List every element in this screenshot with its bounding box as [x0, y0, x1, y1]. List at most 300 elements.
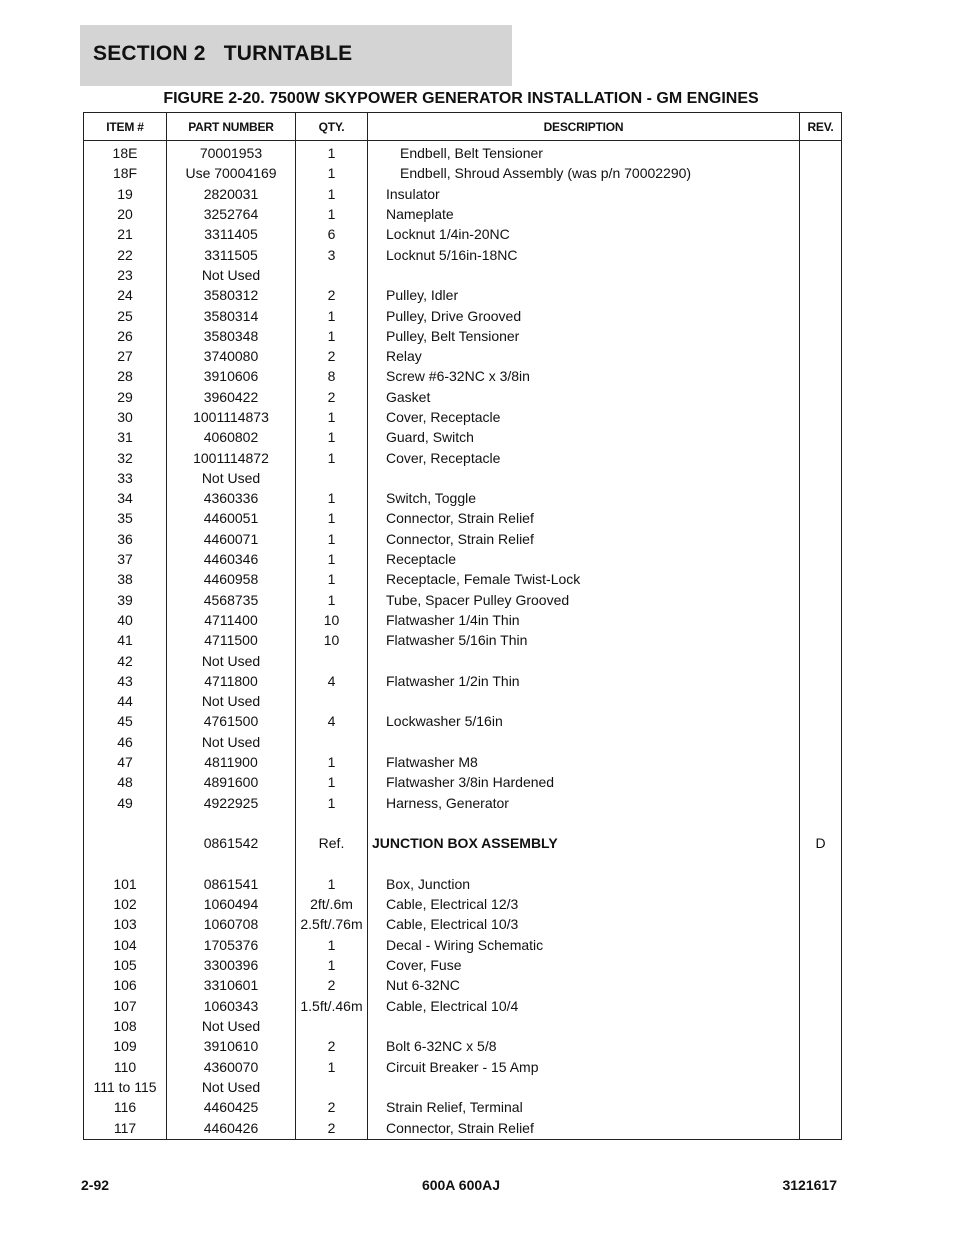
table-row: [84, 1077, 842, 1097]
table-row: [84, 204, 842, 224]
rev-cell: [800, 772, 842, 792]
rev-cell: [800, 1016, 842, 1036]
rev-cell: [800, 387, 842, 407]
rev-cell: [800, 488, 842, 508]
item-cell: 22: [84, 244, 167, 264]
rev-cell: [800, 935, 842, 955]
rev-cell: [800, 650, 842, 670]
table-row: [84, 935, 842, 955]
description-cell: Cover, Receptacle: [368, 447, 800, 467]
rev-cell: [800, 224, 842, 244]
part-number-cell: 4711500: [167, 630, 296, 650]
table-row: [84, 833, 842, 853]
description-cell: Decal - Wiring Schematic: [368, 935, 800, 955]
description-cell: Insulator: [368, 184, 800, 204]
part-number-cell: 1060343: [167, 995, 296, 1015]
item-cell: [84, 813, 167, 833]
rev-cell: [800, 468, 842, 488]
item-cell: 43: [84, 671, 167, 691]
parts-table-body: [84, 141, 842, 1140]
description-cell: [368, 1077, 800, 1097]
table-row: [84, 366, 842, 386]
description-cell: Screw #6-32NC x 3/8in: [368, 366, 800, 386]
figure-title: FIGURE 2-20. 7500W SKYPOWER GENERATOR INSTALLATION - GM ENGINES: [163, 90, 759, 107]
item-cell: 105: [84, 955, 167, 975]
qty-cell: 1: [296, 447, 368, 467]
rev-cell: [800, 853, 842, 873]
rev-cell: [800, 1077, 842, 1097]
item-cell: [84, 833, 167, 853]
part-number-cell: 3910606: [167, 366, 296, 386]
item-cell: 48: [84, 772, 167, 792]
item-cell: 106: [84, 975, 167, 995]
description-cell: Box, Junction: [368, 874, 800, 894]
qty-cell: 2: [296, 387, 368, 407]
table-row: [84, 447, 842, 467]
item-cell: 38: [84, 569, 167, 589]
qty-cell: 1: [296, 772, 368, 792]
part-number-cell: 3311405: [167, 224, 296, 244]
description-cell: Lockwasher 5/16in: [368, 711, 800, 731]
table-row: [84, 1016, 842, 1036]
description-cell: Locknut 1/4in-20NC: [368, 224, 800, 244]
part-number-cell: 70001953: [167, 141, 296, 164]
part-number-cell: 1001114873: [167, 407, 296, 427]
qty-cell: [296, 1016, 368, 1036]
item-cell: 101: [84, 874, 167, 894]
rev-cell: [800, 1097, 842, 1117]
table-row: [84, 853, 842, 873]
description-cell: [368, 265, 800, 285]
qty-cell: 2: [296, 1036, 368, 1056]
item-cell: 49: [84, 793, 167, 813]
table-row: [84, 610, 842, 630]
qty-cell: 1: [296, 529, 368, 549]
table-row: [84, 874, 842, 894]
item-cell: 117: [84, 1117, 167, 1140]
table-row: [84, 691, 842, 711]
part-number-cell: 4568735: [167, 590, 296, 610]
item-cell: 21: [84, 224, 167, 244]
table-row: [84, 265, 842, 285]
part-number-cell: 4460071: [167, 529, 296, 549]
qty-cell: [296, 265, 368, 285]
part-number-cell: [167, 813, 296, 833]
rev-cell: [800, 549, 842, 569]
qty-cell: 10: [296, 610, 368, 630]
item-cell: 26: [84, 326, 167, 346]
rev-cell: [800, 610, 842, 630]
item-cell: 30: [84, 407, 167, 427]
table-row: [84, 650, 842, 670]
table-row: [84, 549, 842, 569]
part-number-cell: Not Used: [167, 1077, 296, 1097]
description-cell: Cover, Receptacle: [368, 407, 800, 427]
rev-cell: [800, 285, 842, 305]
item-cell: 109: [84, 1036, 167, 1056]
item-cell: 18E: [84, 141, 167, 164]
qty-cell: 1: [296, 427, 368, 447]
part-number-cell: 1001114872: [167, 447, 296, 467]
qty-cell: 2: [296, 346, 368, 366]
rev-cell: [800, 711, 842, 731]
description-cell: Guard, Switch: [368, 427, 800, 447]
description-cell: Flatwasher 1/4in Thin: [368, 610, 800, 630]
table-row: [84, 141, 842, 164]
table-row: [84, 1056, 842, 1076]
table-row: [84, 407, 842, 427]
part-number-cell: 4811900: [167, 752, 296, 772]
rev-cell: [800, 975, 842, 995]
qty-cell: 1: [296, 793, 368, 813]
rev-cell: [800, 590, 842, 610]
part-number-cell: 3580348: [167, 326, 296, 346]
description-cell: Flatwasher M8: [368, 752, 800, 772]
rev-cell: [800, 914, 842, 934]
qty-cell: 1: [296, 407, 368, 427]
rev-cell: [800, 346, 842, 366]
qty-cell: 4: [296, 671, 368, 691]
qty-cell: [296, 732, 368, 752]
qty-cell: 3: [296, 244, 368, 264]
part-number-cell: Not Used: [167, 732, 296, 752]
part-number-cell: 4060802: [167, 427, 296, 447]
item-cell: 23: [84, 265, 167, 285]
item-cell: 33: [84, 468, 167, 488]
qty-cell: 1: [296, 508, 368, 528]
description-cell: Pulley, Belt Tensioner: [368, 326, 800, 346]
rev-cell: [800, 508, 842, 528]
item-cell: 28: [84, 366, 167, 386]
item-cell: 39: [84, 590, 167, 610]
part-number-cell: 3580314: [167, 305, 296, 325]
table-row: [84, 813, 842, 833]
qty-cell: 8: [296, 366, 368, 386]
item-cell: 29: [84, 387, 167, 407]
description-cell: Connector, Strain Relief: [368, 508, 800, 528]
part-number-cell: 4761500: [167, 711, 296, 731]
rev-cell: [800, 1056, 842, 1076]
item-cell: 31: [84, 427, 167, 447]
qty-cell: 2: [296, 1117, 368, 1140]
item-cell: 24: [84, 285, 167, 305]
item-cell: 32: [84, 447, 167, 467]
rev-cell: [800, 184, 842, 204]
qty-cell: [296, 691, 368, 711]
table-row: [84, 711, 842, 731]
rev-cell: [800, 894, 842, 914]
part-number-cell: 2820031: [167, 184, 296, 204]
table-row: [84, 305, 842, 325]
qty-cell: 10: [296, 630, 368, 650]
rev-cell: [800, 671, 842, 691]
part-number-cell: 0861542: [167, 833, 296, 853]
qty-cell: Ref.: [296, 833, 368, 853]
rev-cell: [800, 691, 842, 711]
part-number-cell: 3740080: [167, 346, 296, 366]
table-row: [84, 1036, 842, 1056]
description-cell: Relay: [368, 346, 800, 366]
table-row: [84, 224, 842, 244]
rev-cell: [800, 1117, 842, 1140]
column-header-rev: REV.: [800, 113, 842, 141]
rev-cell: [800, 813, 842, 833]
table-row: [84, 163, 842, 183]
part-number-cell: 4711400: [167, 610, 296, 630]
description-cell: Flatwasher 5/16in Thin: [368, 630, 800, 650]
qty-cell: 1: [296, 141, 368, 164]
description-cell: [368, 853, 800, 873]
description-cell: Receptacle, Female Twist-Lock: [368, 569, 800, 589]
rev-cell: [800, 141, 842, 164]
table-row: [84, 590, 842, 610]
item-cell: 25: [84, 305, 167, 325]
qty-cell: 1: [296, 163, 368, 183]
description-cell: Harness, Generator: [368, 793, 800, 813]
table-header-row: [84, 113, 842, 141]
rev-cell: [800, 752, 842, 772]
description-cell: Connector, Strain Relief: [368, 1117, 800, 1140]
column-header-qty: QTY.: [296, 113, 368, 141]
table-row: [84, 1097, 842, 1117]
qty-cell: 1: [296, 326, 368, 346]
description-cell: [368, 650, 800, 670]
table-row: [84, 387, 842, 407]
item-cell: 34: [84, 488, 167, 508]
table-row: [84, 529, 842, 549]
model-number: 600A 600AJ: [421, 1177, 501, 1193]
qty-cell: 4: [296, 711, 368, 731]
table-row: [84, 894, 842, 914]
part-number-cell: 0861541: [167, 874, 296, 894]
description-cell: Gasket: [368, 387, 800, 407]
item-cell: 102: [84, 894, 167, 914]
part-number-cell: Not Used: [167, 691, 296, 711]
table-row: [84, 793, 842, 813]
qty-cell: [296, 1077, 368, 1097]
item-cell: 108: [84, 1016, 167, 1036]
part-number-cell: 3310601: [167, 975, 296, 995]
description-cell: Circuit Breaker - 15 Amp: [368, 1056, 800, 1076]
qty-cell: 1: [296, 488, 368, 508]
item-cell: 103: [84, 914, 167, 934]
description-cell: Flatwasher 1/2in Thin: [368, 671, 800, 691]
rev-cell: D: [800, 833, 842, 853]
rev-cell: [800, 407, 842, 427]
description-cell: Pulley, Idler: [368, 285, 800, 305]
table-row: [84, 184, 842, 204]
rev-cell: [800, 326, 842, 346]
part-number-cell: Not Used: [167, 265, 296, 285]
rev-cell: [800, 163, 842, 183]
part-number-cell: 4460051: [167, 508, 296, 528]
item-cell: 36: [84, 529, 167, 549]
description-cell: Endbell, Belt Tensioner: [368, 141, 800, 164]
description-cell: Bolt 6-32NC x 5/8: [368, 1036, 800, 1056]
part-number-cell: Not Used: [167, 468, 296, 488]
item-cell: 42: [84, 650, 167, 670]
rev-cell: [800, 204, 842, 224]
part-number-cell: [167, 853, 296, 873]
part-number-cell: 3960422: [167, 387, 296, 407]
qty-cell: 2ft/.6m: [296, 894, 368, 914]
description-cell: Cable, Electrical 12/3: [368, 894, 800, 914]
qty-cell: 6: [296, 224, 368, 244]
item-cell: 35: [84, 508, 167, 528]
item-cell: 41: [84, 630, 167, 650]
table-row: [84, 955, 842, 975]
item-cell: 44: [84, 691, 167, 711]
table-row: [84, 630, 842, 650]
description-cell: [368, 468, 800, 488]
item-cell: 111 to 115: [84, 1077, 167, 1097]
part-number-cell: 4460426: [167, 1117, 296, 1140]
description-cell: Locknut 5/16in-18NC: [368, 244, 800, 264]
item-cell: 107: [84, 995, 167, 1015]
item-cell: 18F: [84, 163, 167, 183]
part-number-cell: Not Used: [167, 1016, 296, 1036]
qty-cell: 1: [296, 955, 368, 975]
qty-cell: 1: [296, 752, 368, 772]
table-row: [84, 772, 842, 792]
part-number-cell: 1060708: [167, 914, 296, 934]
table-row: [84, 732, 842, 752]
description-cell: Nut 6-32NC: [368, 975, 800, 995]
qty-cell: 1: [296, 590, 368, 610]
column-header-part-number: PART NUMBER: [167, 113, 296, 141]
table-row: [84, 285, 842, 305]
description-cell: Nameplate: [368, 204, 800, 224]
description-cell: Connector, Strain Relief: [368, 529, 800, 549]
description-cell: Pulley, Drive Grooved: [368, 305, 800, 325]
table-row: [84, 326, 842, 346]
part-number-cell: Not Used: [167, 650, 296, 670]
item-cell: 20: [84, 204, 167, 224]
description-cell: Cable, Electrical 10/4: [368, 995, 800, 1015]
part-number-cell: 4360070: [167, 1056, 296, 1076]
table-row: [84, 346, 842, 366]
description-cell: Cover, Fuse: [368, 955, 800, 975]
qty-cell: 1: [296, 569, 368, 589]
description-cell: Endbell, Shroud Assembly (was p/n 70002290): [368, 163, 800, 183]
qty-cell: [296, 853, 368, 873]
rev-cell: [800, 366, 842, 386]
rev-cell: [800, 630, 842, 650]
item-cell: 104: [84, 935, 167, 955]
table-row: [84, 671, 842, 691]
rev-cell: [800, 955, 842, 975]
part-number-cell: 1705376: [167, 935, 296, 955]
parts-table: [83, 112, 842, 1140]
part-number-cell: 4711800: [167, 671, 296, 691]
qty-cell: 1.5ft/.46m: [296, 995, 368, 1015]
qty-cell: 1: [296, 935, 368, 955]
part-number-cell: 3311505: [167, 244, 296, 264]
page-number: 2-92: [81, 1177, 110, 1193]
rev-cell: [800, 265, 842, 285]
rev-cell: [800, 793, 842, 813]
rev-cell: [800, 305, 842, 325]
table-row: [84, 1117, 842, 1140]
item-cell: 47: [84, 752, 167, 772]
part-number-cell: 4360336: [167, 488, 296, 508]
qty-cell: 2: [296, 1097, 368, 1117]
qty-cell: 1: [296, 549, 368, 569]
document-number: 3121617: [782, 1177, 837, 1193]
qty-cell: 1: [296, 305, 368, 325]
table-row: [84, 468, 842, 488]
description-cell: Receptacle: [368, 549, 800, 569]
part-number-cell: 3252764: [167, 204, 296, 224]
qty-cell: 1: [296, 1056, 368, 1076]
description-cell: JUNCTION BOX ASSEMBLY: [368, 833, 800, 853]
rev-cell: [800, 874, 842, 894]
item-cell: 45: [84, 711, 167, 731]
description-cell: Flatwasher 3/8in Hardened: [368, 772, 800, 792]
part-number-cell: 4922925: [167, 793, 296, 813]
rev-cell: [800, 244, 842, 264]
qty-cell: 2: [296, 285, 368, 305]
table-row: [84, 914, 842, 934]
table-row: [84, 975, 842, 995]
description-cell: [368, 691, 800, 711]
description-cell: Switch, Toggle: [368, 488, 800, 508]
part-number-cell: 3910610: [167, 1036, 296, 1056]
description-cell: Cable, Electrical 10/3: [368, 914, 800, 934]
section-header: [80, 25, 512, 86]
qty-cell: 1: [296, 204, 368, 224]
table-row: [84, 427, 842, 447]
qty-cell: 1: [296, 874, 368, 894]
qty-cell: [296, 813, 368, 833]
rev-cell: [800, 427, 842, 447]
rev-cell: [800, 447, 842, 467]
description-cell: [368, 813, 800, 833]
part-number-cell: 3300396: [167, 955, 296, 975]
description-cell: Tube, Spacer Pulley Grooved: [368, 590, 800, 610]
table-row: [84, 508, 842, 528]
item-cell: 37: [84, 549, 167, 569]
part-number-cell: 3580312: [167, 285, 296, 305]
column-header-description: DESCRIPTION: [368, 113, 800, 141]
description-cell: [368, 1016, 800, 1036]
item-cell: 46: [84, 732, 167, 752]
qty-cell: 2: [296, 975, 368, 995]
item-cell: 19: [84, 184, 167, 204]
description-cell: Strain Relief, Terminal: [368, 1097, 800, 1117]
qty-cell: [296, 650, 368, 670]
rev-cell: [800, 569, 842, 589]
part-number-cell: 4460425: [167, 1097, 296, 1117]
section-title: SECTION 2 TURNTABLE: [93, 42, 353, 65]
part-number-cell: 4460958: [167, 569, 296, 589]
part-number-cell: Use 70004169: [167, 163, 296, 183]
rev-cell: [800, 1036, 842, 1056]
table-row: [84, 569, 842, 589]
item-cell: 27: [84, 346, 167, 366]
item-cell: [84, 853, 167, 873]
rev-cell: [800, 732, 842, 752]
qty-cell: [296, 468, 368, 488]
item-cell: 110: [84, 1056, 167, 1076]
column-header-item: ITEM #: [84, 113, 167, 141]
qty-cell: 1: [296, 184, 368, 204]
table-row: [84, 244, 842, 264]
rev-cell: [800, 995, 842, 1015]
part-number-cell: 4891600: [167, 772, 296, 792]
table-row: [84, 488, 842, 508]
part-number-cell: 1060494: [167, 894, 296, 914]
